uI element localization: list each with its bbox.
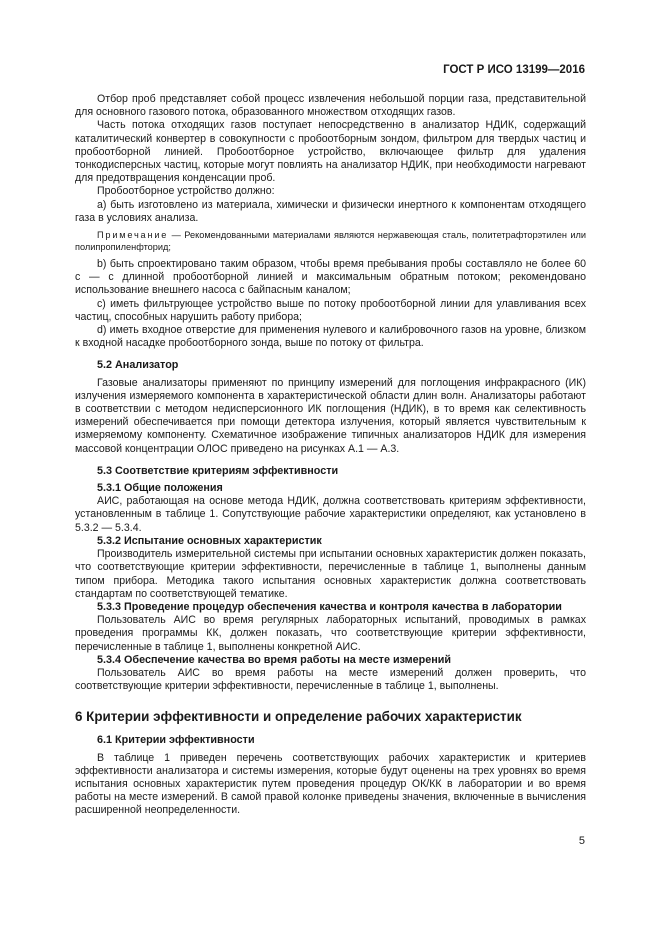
list-item-d: d) иметь входное отверстие для применения нулевого и калибровочного газов на уровне, близком к входной насадке пробоотборного зонда, выше по потоку от фильтра. <box>75 324 586 350</box>
list-item-c: c) иметь фильтрующее устройство выше по потоку пробоотборной линии для улавливания всех частиц, способных нарушить работу прибора; <box>75 297 586 323</box>
list-item-b: b) быть спроектировано таким образом, чтобы время пребывания пробы составляло не более 60 с — с длинной пробоотборной линией и максимальным обратным потоком; рекомендовано использование внешнего насоса с байпасным каналом; <box>75 258 586 297</box>
subsection-heading-5-3-2: 5.3.2 Испытание основных характеристик <box>97 534 322 547</box>
page-number: 5 <box>578 835 585 847</box>
paragraph: В таблице 1 приведен перечень соответствующих рабочих характеристик и критериев эффективности анализатора и системы измерения, которые будут оценены на трех уровнях во время испытания основных характеристик путем проведения процедур ОК/КК в лаборатории и во время работы на месте измерений. В самой правой колонке приведены значения, включенные в вычисления расширенной неопределенности. <box>75 751 586 817</box>
document-body <box>75 93 586 818</box>
paragraph: Производитель измерительной системы при испытании основных характеристик должен показать, что соответствующие критерии эффективности, перечисленные в таблице 1, выполнены данным типом прибора. Методика такого испытания основных характеристик должна соответствовать стандартам по соответствующей тематике. <box>75 548 586 600</box>
paragraph: Отбор проб представляет собой процесс извлечения небольшой порции газа, представительной для основного газового потока, образованного множеством отходящих газов. <box>75 93 586 119</box>
paragraph: Пробоотборное устройство должно: <box>97 185 275 198</box>
subsection-heading-5-3-3: 5.3.3 Проведение процедур обеспечения качества и контроля качества в лаборатории <box>97 600 562 613</box>
note-text: — Рекомендованными материалами являются нержавеющая сталь, политетрафторэтилен или полипропиленфторид; <box>75 230 586 253</box>
paragraph: Пользователь АИС во время регулярных лабораторных испытаний, проводимых в рамках проведения программы КК, должен показать, что соответствующие критерии эффективности, перечисленные в таблице 1, выполнены конкретной АИС. <box>75 614 586 653</box>
subsection-heading-5-3-1: 5.3.1 Общие положения <box>97 482 223 495</box>
section-heading-5-3: 5.3 Соответствие критериям эффективности <box>97 464 339 477</box>
note-label: Примечание <box>97 230 169 241</box>
paragraph: Газовые анализаторы применяют по принципу измерений для поглощения инфракрасного (ИК) излучения измеряемого компонента в характеристической области длин волн. Анализаторы работают в соответствии с методом недисперсионного ИК поглощения (НДИК), в то время как селективность измерений обеспечивается при помощи детектора излучения, который является чувствительным к измеряемому компоненту. Схематичное изображение типичных анализаторов НДИК для измерения массовой концентрации ОЛОС приведено на рисунках А.1 — А.3. <box>75 376 586 455</box>
paragraph: Пользователь АИС во время работы на месте измерений должен проверить, что соответствующие критерии эффективности, перечисленные в таблице 1, выполнены. <box>75 666 586 693</box>
subsection-heading-5-3-4: 5.3.4 Обеспечение качества во время работы на месте измерений <box>97 653 452 666</box>
section-heading-6-1: 6.1 Критерии эффективности <box>97 734 255 747</box>
note <box>75 229 586 253</box>
document-id: ГОСТ Р ИСО 13199—2016 <box>443 64 585 76</box>
section-heading-6: 6 Критерии эффективности и определение рабочих характеристик <box>75 709 522 725</box>
list-item-a: a) быть изготовлено из материала, химически и физически инертного к компонентам отходящего газа в условиях анализа. <box>75 198 586 224</box>
paragraph: АИС, работающая на основе метода НДИК, должна соответствовать критериям эффективности, установленным в таблице 1. Сопутствующие рабочие характеристики определяют, как установлено в 5.3.2 — 5.3.4. <box>75 495 586 534</box>
section-heading-5-2: 5.2 Анализатор <box>97 359 179 372</box>
paragraph: Часть потока отходящих газов поступает непосредственно в анализатор НДИК, содержащий каталитический конвертер в совокупности с пробоотборным зондом, фильтром для твердых частиц и пробоотборной линией. Пробоотборное устройство, включающее фильтр для удаления тонкодисперсных частиц, которые могут повлиять на анализатор НДИК, при необходимости нагревают для предотвращения конденсации проб. <box>75 119 586 185</box>
